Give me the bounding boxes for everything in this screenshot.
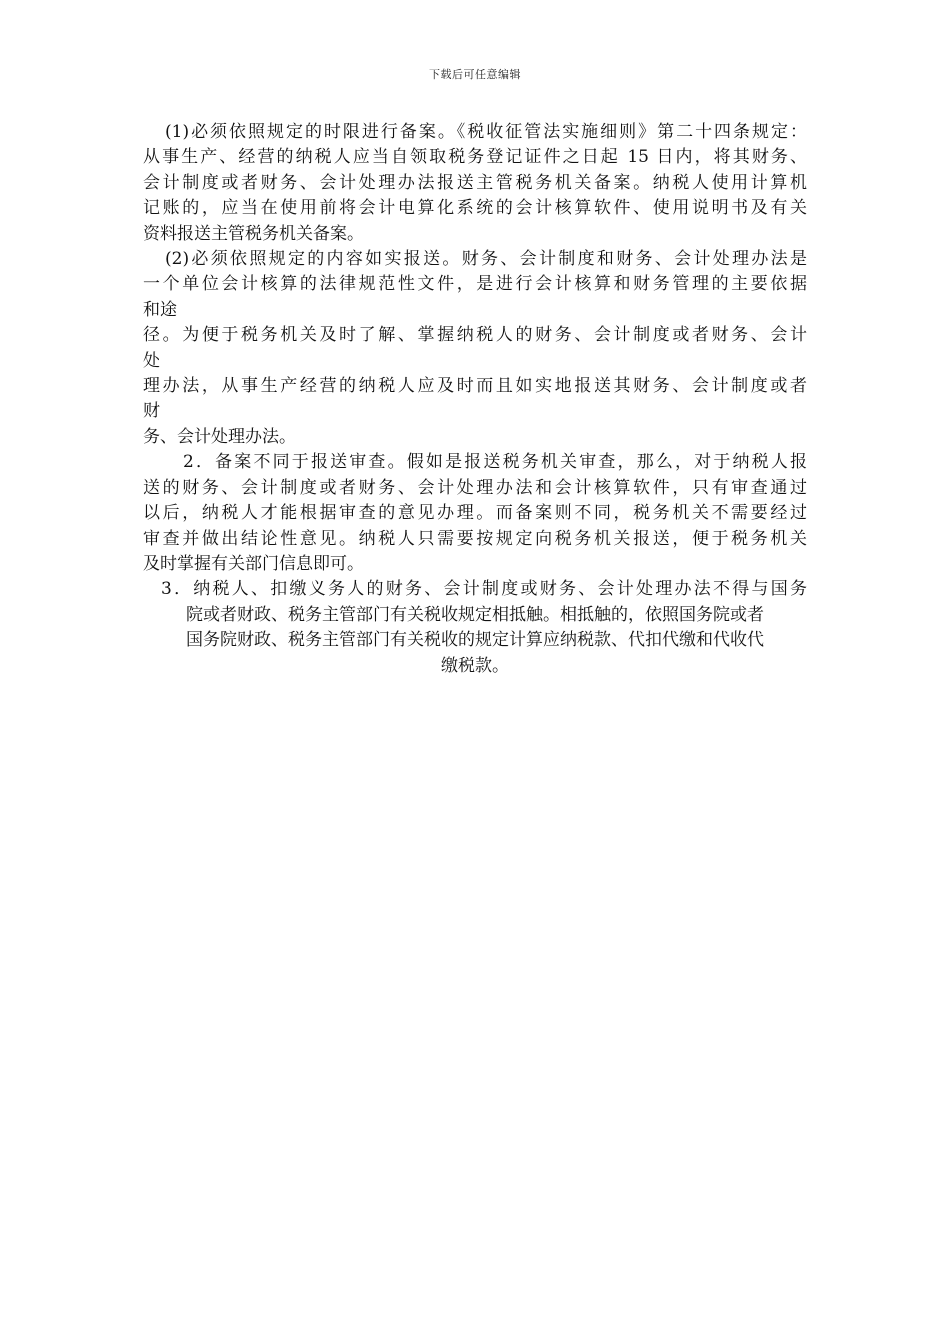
paragraph-line: 国务院财政、税务主管部门有关税收的规定计算应纳税款、代扣代缴和代收代 (186, 630, 764, 651)
paragraph-line: 资料报送主管税务机关备案。 (143, 223, 364, 244)
paragraph-line: 理办法，从事生产经营的纳税人应及时而且如实地报送其财务、会计制度或者 (143, 376, 807, 397)
paragraph-line: (1)必须依照规定的时限进行备案。《税收征管法实施细则》第二十四条规定： (165, 122, 807, 142)
paragraph-line: 从事生产、经营的纳税人应当自领取税务登记证件之日起 15 日内，将其财务、 (143, 147, 807, 168)
paragraph-4 (143, 577, 807, 679)
paragraph-line: 3．纳税人、扣缴义务人的财务、会计制度或财务、会计处理办法不得与国务 (161, 579, 807, 600)
paragraph-3 (143, 450, 807, 577)
paragraph-line: 院或者财政、税务主管部门有关税收规定相抵触。相抵触的，依照国务院或者 (186, 604, 764, 625)
paragraph-line: 及时掌握有关部门信息即可。 (143, 553, 364, 574)
paragraph-line: 和途 (143, 299, 177, 320)
paragraph-line: 审查并做出结论性意见。纳税人只需要按规定向税务机关报送，便于税务机关 (143, 528, 807, 549)
paragraph-line: (2)必须依照规定的内容如实报送。财务、会计制度和财务、会计处理办法是 (165, 249, 807, 270)
paragraph-line: 会计制度或者财务、会计处理办法报送主管税务机关备案。纳税人使用计算机 (143, 172, 807, 193)
paragraph-line: 送的财务、会计制度或者财务、会计处理办法和会计核算软件，只有审查通过 (143, 477, 807, 498)
document-body (143, 120, 807, 679)
paragraph-line: 务、会计处理办法。 (143, 426, 296, 447)
paragraph-2 (143, 247, 807, 450)
paragraph-line: 处 (143, 350, 160, 371)
paragraph-1 (143, 120, 807, 247)
paragraph-line: 2．备案不同于报送审查。假如是报送税务机关审查，那么，对于纳税人报 (183, 452, 807, 473)
paragraph-line: 一个单位会计核算的法律规范性文件，是进行会计核算和财务管理的主要依据 (143, 274, 807, 295)
paragraph-line: 径。为便于税务机关及时了解、掌握纳税人的财务、会计制度或者财务、会计 (143, 325, 807, 346)
paragraph-line: 以后，纳税人才能根据审查的意见办理。而备案则不同，税务机关不需要经过 (143, 503, 807, 524)
header-note: 下载后可任意编辑 (429, 68, 521, 81)
paragraph-line: 缴税款。 (441, 655, 509, 676)
paragraph-line: 记账的，应当在使用前将会计电算化系统的会计核算软件、使用说明书及有关 (143, 198, 807, 219)
paragraph-line: 财 (143, 401, 160, 422)
